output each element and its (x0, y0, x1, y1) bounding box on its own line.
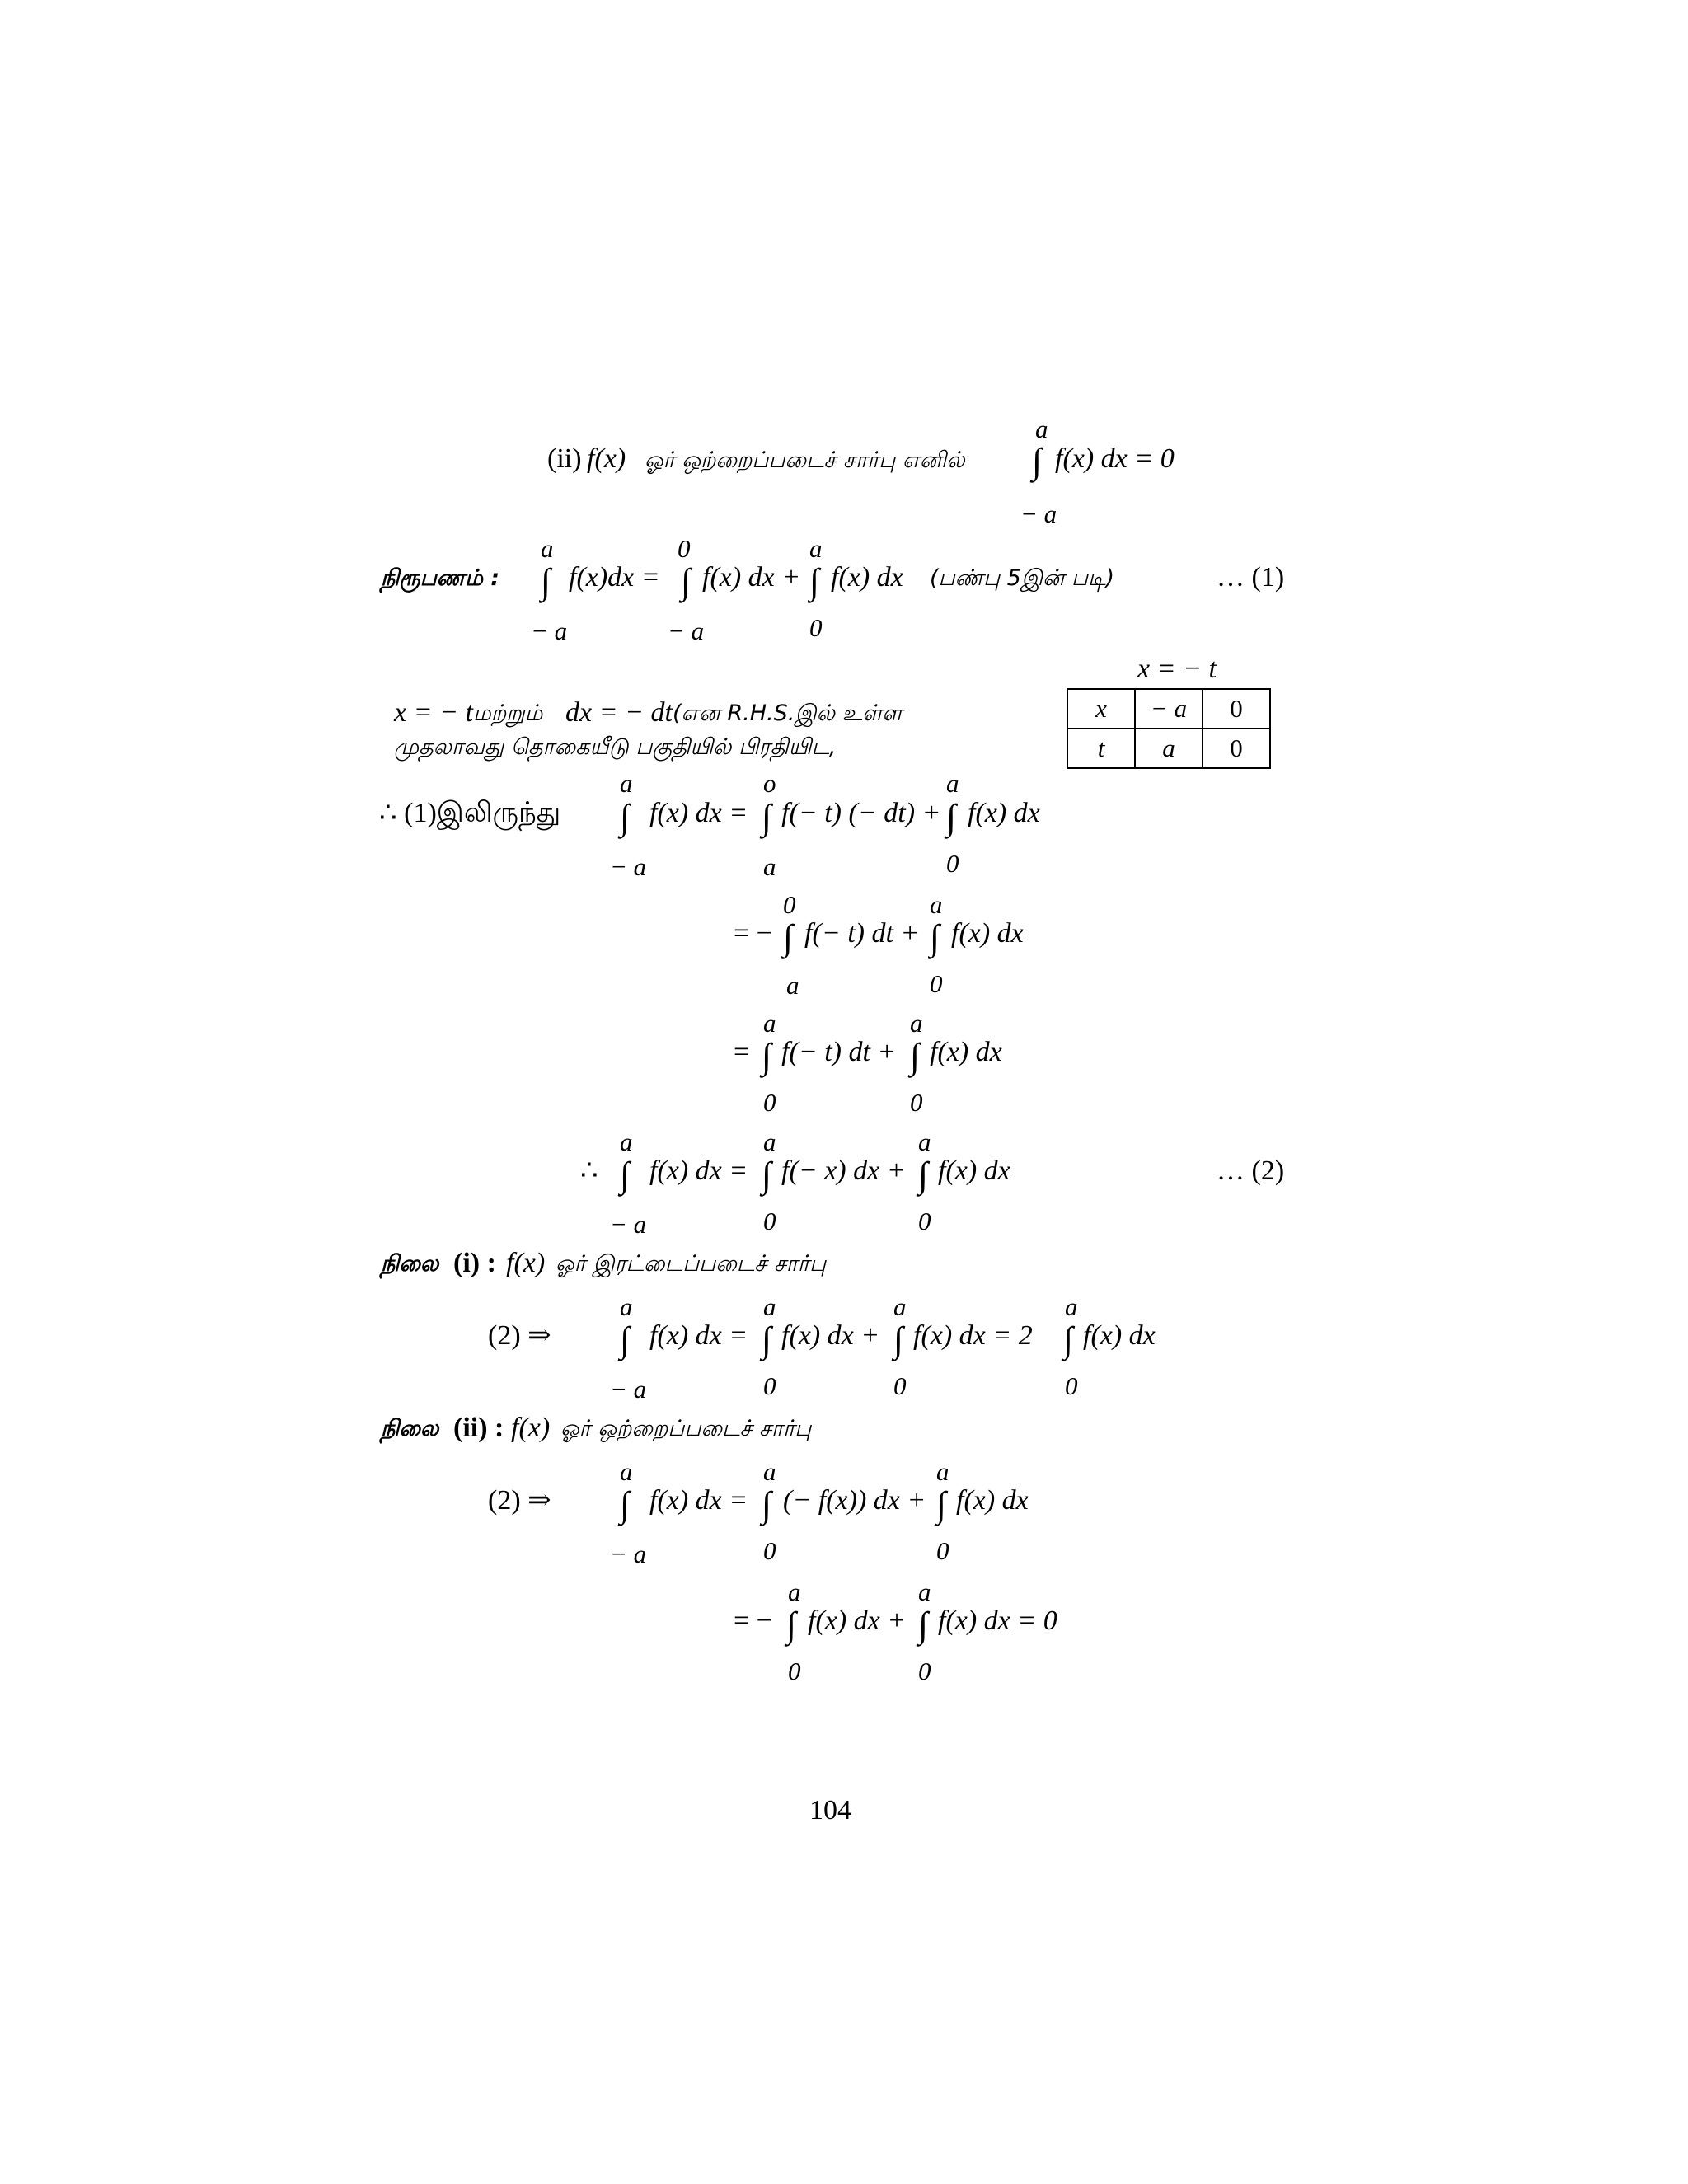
integrand: f(− t) dt + (804, 918, 920, 949)
integral-lower-limit: 0 (763, 1371, 776, 1400)
integrand: f(x) dx (938, 1155, 1010, 1186)
implies-symbol: (2) ⇒ (488, 1320, 551, 1351)
integral-upper-limit: a (918, 1577, 931, 1606)
table-cell: x (1067, 689, 1135, 729)
integrand: f(− t) dt + (781, 1037, 897, 1067)
integrand: f(x) dx = 0 (1055, 443, 1175, 474)
integral-upper-limit: a (809, 534, 823, 563)
case-roman: (ii) : (453, 1413, 504, 1443)
integrand: f(x) dx (1083, 1320, 1156, 1351)
integral-lower-limit: 0 (1065, 1371, 1078, 1400)
step-lead: = (734, 1037, 750, 1067)
integral-upper-limit: 0 (783, 890, 796, 919)
integrand: f(x) dx = (649, 798, 748, 828)
substitution-text: முதலாவது தொகையீடு பகுதியில் பிரதியிட, (394, 734, 837, 760)
table-cell: 0 (1203, 729, 1270, 768)
case-label: நிலை (381, 1416, 439, 1441)
substitution-math: x = − t (394, 697, 473, 728)
table-cell: − a (1135, 689, 1203, 729)
therefore-symbol: ∴ (580, 1155, 598, 1186)
table-cell: t (1067, 729, 1135, 768)
statement-tamil: ஓர் ஒற்றைப்படைச் சார்பு எனில் (645, 448, 965, 473)
integral-lower-limit: a (763, 852, 776, 881)
integrand: f(x) dx + (702, 562, 801, 593)
limits-table (1067, 688, 1271, 769)
integral-sign-icon: ∫ (762, 1155, 772, 1195)
integral-lower-limit: − a (610, 1210, 647, 1239)
integral-sign-icon: ∫ (762, 1484, 772, 1525)
integral-lower-limit: 0 (918, 1207, 931, 1235)
integral-upper-limit: a (763, 1009, 776, 1038)
statement-fx: f(x) (587, 443, 626, 474)
integral-sign-icon: ∫ (1063, 1319, 1074, 1360)
integral-lower-limit: 0 (936, 1536, 950, 1565)
integral-sign-icon: ∫ (910, 1036, 921, 1076)
implies-symbol: (2) ⇒ (488, 1485, 551, 1516)
integral-lower-limit: a (786, 971, 799, 1000)
equation-ref: … (1) (1217, 562, 1285, 593)
integral-lower-limit: − a (610, 1540, 647, 1568)
integral-sign-icon: ∫ (809, 561, 820, 602)
case-fx: f(x) (506, 1248, 546, 1278)
integral-upper-limit: a (763, 1457, 776, 1486)
integral-sign-icon: ∫ (620, 1155, 631, 1195)
page-number: 104 (809, 1795, 851, 1825)
integral-sign-icon: ∫ (918, 1605, 929, 1645)
integral-lower-limit: 0 (763, 1088, 776, 1117)
integral-sign-icon: ∫ (893, 1319, 904, 1360)
integral-upper-limit: a (936, 1457, 950, 1486)
integral-lower-limit: 0 (763, 1207, 776, 1235)
table-caption: x = − t (1137, 654, 1217, 684)
table-cell: 0 (1203, 689, 1270, 729)
integral-sign-icon: ∫ (762, 1319, 772, 1360)
integral-upper-limit: o (763, 769, 776, 798)
integral-sign-icon: ∫ (786, 1605, 797, 1645)
integral-lower-limit: − a (531, 616, 568, 645)
integral-upper-limit: a (930, 890, 943, 919)
case-label: நிலை (381, 1251, 439, 1277)
case-fx: f(x) (511, 1413, 551, 1443)
equation-ref: … (2) (1217, 1155, 1285, 1186)
integrand: f(x) dx (956, 1485, 1029, 1516)
integral-upper-limit: a (763, 1292, 776, 1321)
integral-lower-limit: 0 (930, 969, 943, 998)
substitution-text: மற்றும் (473, 701, 543, 726)
table-row (1067, 729, 1270, 768)
integral-lower-limit: − a (610, 852, 647, 881)
integrand: f(− t) (− dt) + (781, 798, 941, 828)
integral-upper-limit: a (1035, 415, 1048, 443)
integrand: f(x) dx + (781, 1320, 880, 1351)
integrand: f(x) dx + (808, 1605, 907, 1636)
integral-lower-limit: − a (668, 616, 705, 645)
integral-sign-icon: ∫ (681, 561, 692, 602)
integral-sign-icon: ∫ (1032, 441, 1043, 481)
statement-prefix: (ii) (547, 443, 582, 474)
table-cell: a (1135, 729, 1203, 768)
integral-upper-limit: a (893, 1292, 907, 1321)
step-lead: = − (734, 1605, 772, 1636)
integral-upper-limit: a (541, 534, 554, 563)
integral-sign-icon: ∫ (620, 1484, 631, 1525)
integral-sign-icon: ∫ (620, 797, 631, 837)
proof-heading: நிரூபணம் : (381, 565, 500, 591)
integral-lower-limit: 0 (788, 1657, 801, 1685)
integral-lower-limit: 0 (893, 1371, 907, 1400)
integrand: f(x) dx (968, 798, 1040, 828)
integrand: f(x) dx = 0 (938, 1605, 1057, 1636)
integral-lower-limit: 0 (809, 613, 823, 642)
integrand: f(x) dx (930, 1037, 1002, 1067)
integrand: f(x) dx = (649, 1485, 748, 1516)
integral-sign-icon: ∫ (783, 917, 794, 958)
integral-sign-icon: ∫ (541, 561, 551, 602)
integral-upper-limit: 0 (678, 534, 691, 563)
integral-upper-limit: a (620, 1292, 633, 1321)
substitution-math: dx = − dt (565, 697, 673, 728)
integral-upper-limit: a (763, 1127, 776, 1156)
integral-upper-limit: a (918, 1127, 931, 1156)
integral-lower-limit: 0 (946, 849, 959, 878)
integral-lower-limit: − a (1020, 499, 1057, 528)
integral-sign-icon: ∫ (762, 1036, 772, 1076)
integrand: f(x)dx = (569, 562, 660, 593)
case-roman: (i) : (453, 1248, 496, 1278)
case-description: ஓர் ஒற்றைப்படைச் சார்பு (560, 1416, 812, 1441)
integral-sign-icon: ∫ (620, 1319, 631, 1360)
integral-sign-icon: ∫ (762, 797, 772, 837)
integral-upper-limit: a (1065, 1292, 1078, 1321)
integral-lower-limit: 0 (910, 1088, 923, 1117)
step-lead: = − (734, 918, 772, 949)
case-description: ஓர் இரட்டைப்படைச் சார்பு (556, 1251, 827, 1277)
substitution-text: (என R.H.S.இல் உள்ள (673, 701, 903, 726)
integral-sign-icon: ∫ (918, 1155, 929, 1195)
integrand: f(x) dx (831, 562, 903, 593)
integral-lower-limit: − a (610, 1375, 647, 1404)
property-note: (பண்பு 5இன் படி) (930, 565, 1114, 591)
integral-upper-limit: a (910, 1009, 923, 1038)
integral-lower-limit: 0 (918, 1657, 931, 1685)
step-prefix: ∴ (1)இலிருந்து (379, 798, 561, 828)
integral-lower-limit: 0 (763, 1536, 776, 1565)
integral-upper-limit: a (788, 1577, 801, 1606)
integrand: f(x) dx (951, 918, 1024, 949)
integral-upper-limit: a (946, 769, 959, 798)
integral-upper-limit: a (620, 1127, 633, 1156)
integral-sign-icon: ∫ (930, 917, 940, 958)
integrand: f(x) dx = 2 (913, 1320, 1033, 1351)
integrand: (− f(x)) dx + (783, 1485, 926, 1516)
integral-sign-icon: ∫ (946, 797, 957, 837)
integrand: f(x) dx = (649, 1155, 748, 1186)
integral-sign-icon: ∫ (936, 1484, 947, 1525)
table-row (1067, 689, 1270, 729)
integrand: f(x) dx = (649, 1320, 748, 1351)
integral-upper-limit: a (620, 1457, 633, 1486)
integrand: f(− x) dx + (781, 1155, 906, 1186)
integral-upper-limit: a (620, 769, 633, 798)
